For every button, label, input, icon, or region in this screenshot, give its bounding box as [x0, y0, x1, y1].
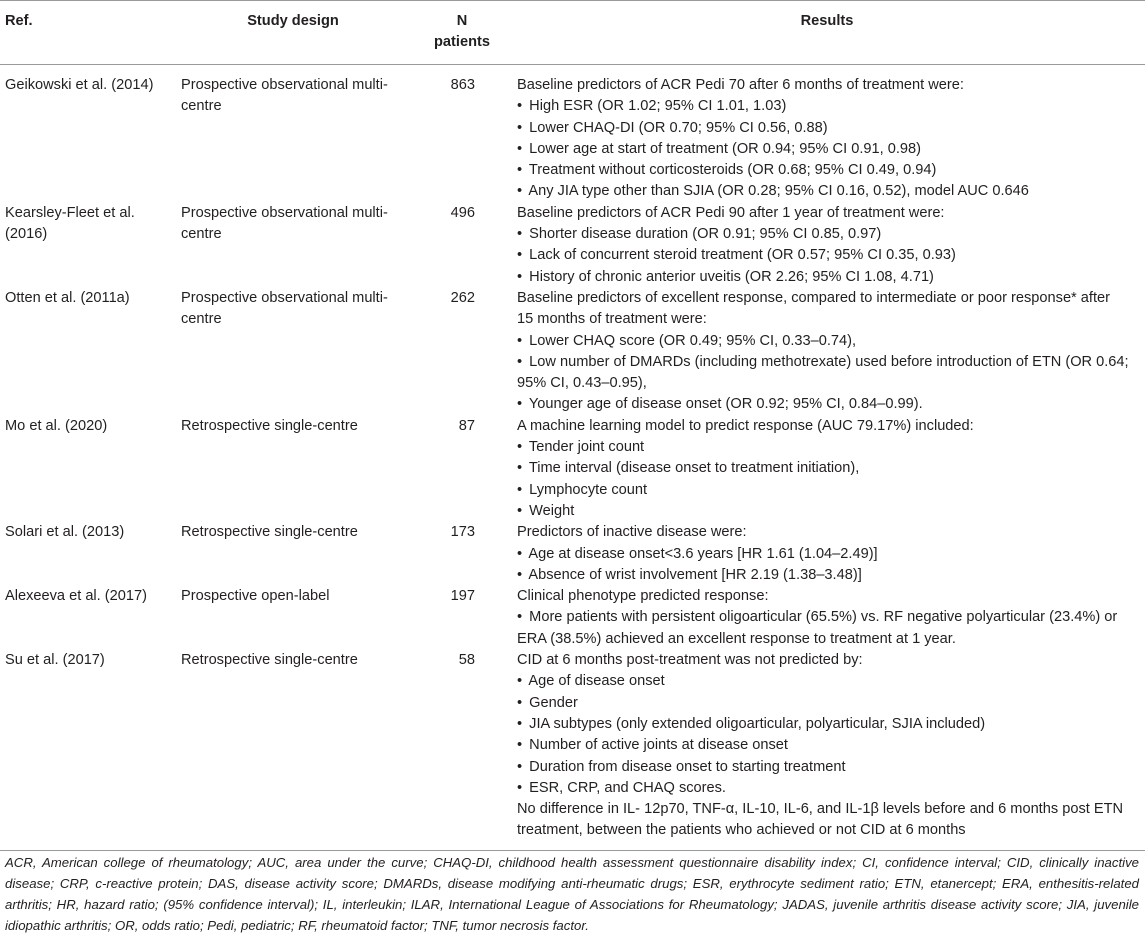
results-intro: Predictors of inactive disease were:: [517, 524, 747, 541]
bullet-text: Younger age of disease onset (OR 0.92; 95% CI, 0.84–0.99).: [528, 396, 923, 413]
bullet-icon: •: [517, 183, 523, 200]
result-bullet: [517, 714, 1145, 735]
table-row: [0, 522, 1145, 586]
cell-ref: Su et al. (2017): [0, 650, 171, 850]
result-bullet: [517, 181, 1145, 202]
bullet-icon: •: [517, 439, 523, 456]
cell-ref: Geikowski et al. (2014): [5, 77, 154, 93]
results-intro: Clinical phenotype predicted response:: [517, 588, 769, 605]
cell-study-design: Prospective observational multi-centre: [181, 289, 388, 328]
cell-study-design: Prospective observational multi-centre: [181, 204, 388, 243]
cell-results: [509, 416, 1145, 522]
result-bullet: [517, 735, 1145, 756]
result-bullet: [517, 480, 1145, 501]
bullet-icon: •: [517, 162, 523, 179]
cell-ref: Otten et al. (2011a): [5, 289, 130, 306]
result-bullet: [517, 352, 1145, 373]
bullet-text: Any JIA type other than SJIA (OR 0.28; 95% CI 0.16, 0.52), model AUC 0.646: [528, 183, 1029, 200]
results-intro: A machine learning model to predict response (AUC 79.17%) included:: [517, 417, 974, 434]
bullet-icon: •: [517, 502, 523, 519]
result-bullet: [517, 267, 1145, 288]
table-body: [0, 65, 1145, 851]
bullet-icon: •: [517, 119, 523, 136]
bullet-icon: •: [517, 460, 523, 477]
cell-n-patients: 262: [450, 289, 475, 306]
cell-n-patients: 87: [458, 417, 475, 434]
bullet-icon: •: [517, 268, 523, 285]
result-bullet: [517, 607, 1145, 628]
header-row: [0, 1, 1145, 65]
bullet-text: Age of disease onset: [528, 673, 665, 690]
cell-study-design: Retrospective single-centre: [181, 417, 358, 434]
cell-ref: Solari et al. (2013): [5, 524, 125, 541]
cell-results: [509, 203, 1145, 288]
result-bullet: [517, 160, 1145, 181]
bullet-text: Lower CHAQ score (OR 0.49; 95% CI, 0.33–0.74),: [529, 332, 857, 349]
bullet-icon: •: [517, 332, 523, 349]
bullet-text: Tender joint count: [528, 439, 645, 456]
results-intro: Baseline predictors of ACR Pedi 90 after 1 year of treatment were:: [517, 204, 945, 221]
cell-ref: Mo et al. (2020): [5, 417, 108, 434]
bullet-icon: •: [517, 694, 523, 711]
bullet-text: Gender: [529, 694, 578, 711]
results-intro-line1: Baseline predictors of excellent response, compared to intermediate or poor response* after: [517, 289, 1110, 306]
bullet-icon: •: [517, 545, 523, 562]
bullet-text: JIA subtypes (only extended oligoarticular, polyarticular, SJIA included): [529, 715, 986, 732]
bullet-icon: •: [517, 779, 523, 796]
result-bullet: [517, 331, 1145, 352]
bullet-text: Lower age at start of treatment (OR 0.94; 95% CI 0.91, 0.98): [529, 140, 921, 157]
cell-n-patients: 863: [450, 77, 475, 93]
result-bullet: [517, 245, 1145, 266]
header-study-design: Study design: [171, 1, 415, 65]
table-row: [0, 65, 1145, 203]
bullet-text: Lower CHAQ-DI (OR 0.70; 95% CI 0.56, 0.88): [529, 119, 828, 136]
header-n-patients: [415, 1, 509, 65]
bullet-icon: •: [517, 566, 523, 583]
result-bullet: [517, 757, 1145, 778]
results-outro-line1: No difference in IL- 12p70, TNF-α, IL-10, IL-6, and IL-1β levels before and 6 months post ETN: [517, 801, 1124, 818]
table-footnote: ACR, American college of rheumatology; AUC, area under the curve; CHAQ-DI, childhood health assessment questionnaire disability index; CI, confidence interval; CID, clinically inactive disease; CRP, c-reactive protein; DAS, disease activity score; DMARDs, disease modifying anti-rheumatic drugs; ESR, erythrocyte sediment ratio; ETN, etanercept; ERA, enthesitis-related arthritis; HR, hazard ratio; (95% confidence interval); IL, interleukin; ILAR, International League of Associations for Rheumatology; JADAS, juvenile arthritis disease activity score; JIA, juvenile idiopathic arthritis; OR, odds ratio; Pedi, pediatric; RF, rheumatoid factor; TNF, tumor necrosis factor.: [5, 855, 1139, 933]
header-ref: Ref.: [0, 1, 171, 65]
result-bullet: [517, 394, 1145, 415]
result-bullet: [517, 96, 1145, 117]
cell-n-patients: 58: [415, 650, 509, 850]
cell-study-design: Prospective open-label: [181, 588, 330, 605]
cell-results: [509, 650, 1145, 850]
table-row: [0, 586, 1145, 650]
cell-n-patients: 496: [450, 204, 475, 221]
bullet-icon: •: [517, 481, 523, 498]
cell-n-patients: 197: [450, 588, 475, 605]
bullet-text: High ESR (OR 1.02; 95% CI 1.01, 1.03): [529, 98, 787, 115]
bullet-text: Lymphocyte count: [529, 481, 648, 498]
bullet-icon: •: [517, 673, 523, 690]
bullet-text: Number of active joints at disease onset: [529, 737, 788, 754]
result-bullet: [517, 118, 1145, 139]
bullet-text: Duration from disease onset to starting treatment: [529, 758, 846, 775]
results-intro: CID at 6 months post-treatment was not predicted by:: [517, 652, 863, 669]
header-results: Results: [509, 1, 1145, 65]
cell-study-design: Retrospective single-centre: [171, 650, 415, 850]
table-row: [0, 203, 1145, 288]
bullet-continuation: 95% CI, 0.43–0.95),: [517, 375, 647, 392]
result-bullet: [517, 437, 1145, 458]
bullet-icon: •: [517, 247, 523, 264]
cell-results: [509, 65, 1145, 203]
cell-n-patients: 173: [450, 524, 475, 541]
result-bullet: [517, 565, 1145, 586]
cell-study-design: Prospective observational multi-centre: [181, 77, 388, 115]
result-bullet: [517, 544, 1145, 565]
bullet-text: Weight: [529, 502, 575, 519]
result-bullet: [517, 693, 1145, 714]
results-intro-line2: 15 months of treatment were:: [517, 311, 707, 328]
bullet-text: More patients with persistent oligoarticular (65.5%) vs. RF negative polyarticular (23.4%) or: [529, 609, 1118, 626]
bullet-icon: •: [517, 140, 523, 157]
bullet-text: Time interval (disease onset to treatment initiation),: [528, 460, 860, 477]
results-outro-line2: treatment, between the patients who achieved or not CID at 6 months: [517, 822, 966, 839]
bullet-icon: •: [517, 715, 523, 732]
bullet-text: Age at disease onset<3.6 years [HR 1.61 (1.04–2.49)]: [528, 545, 878, 562]
table-header: [0, 1, 1145, 65]
bullet-icon: •: [517, 226, 523, 243]
bullet-text: ESR, CRP, and CHAQ scores.: [529, 779, 726, 796]
cell-results: [509, 522, 1145, 586]
bullet-text: History of chronic anterior uveitis (OR 2.26; 95% CI 1.08, 4.71): [529, 268, 934, 285]
result-bullet: [517, 501, 1145, 522]
bullet-icon: •: [517, 396, 523, 413]
table-row: [0, 416, 1145, 522]
header-n-line2: patients: [434, 34, 490, 50]
result-bullet: [517, 139, 1145, 160]
result-bullet: [517, 458, 1145, 479]
bullet-icon: •: [517, 609, 523, 626]
cell-results: [509, 288, 1145, 416]
bullet-icon: •: [517, 98, 523, 115]
cell-study-design: Retrospective single-centre: [181, 524, 358, 541]
result-bullet: [517, 671, 1145, 692]
header-n-line1: N: [456, 13, 468, 29]
cell-results: [509, 586, 1145, 650]
bullet-text: Treatment without corticosteroids (OR 0.68; 95% CI 0.49, 0.94): [528, 162, 937, 179]
bullet-text: Shorter disease duration (OR 0.91; 95% CI 0.85, 0.97): [529, 226, 882, 243]
bullet-text: Low number of DMARDs (including methotrexate) used before introduction of ETN (OR 0.64;: [529, 353, 1129, 370]
bullet-icon: •: [517, 758, 523, 775]
bullet-icon: •: [517, 353, 523, 370]
bullet-text: Absence of wrist involvement [HR 2.19 (1.38–3.48)]: [528, 566, 862, 583]
cell-ref: Alexeeva et al. (2017): [5, 588, 147, 605]
cell-ref: Kearsley-Fleet et al. (2016): [5, 204, 135, 243]
table-row: [0, 288, 1145, 416]
bullet-icon: •: [517, 737, 523, 754]
table-row: [0, 650, 1145, 850]
results-intro: Baseline predictors of ACR Pedi 70 after 6 months of treatment were:: [517, 77, 964, 93]
result-bullet: [517, 778, 1145, 799]
bullet-continuation: ERA (38.5%) achieved an excellent response to treatment at 1 year.: [517, 630, 956, 647]
bullet-text: Lack of concurrent steroid treatment (OR 0.57; 95% CI 0.35, 0.93): [529, 247, 956, 264]
result-bullet: [517, 224, 1145, 245]
